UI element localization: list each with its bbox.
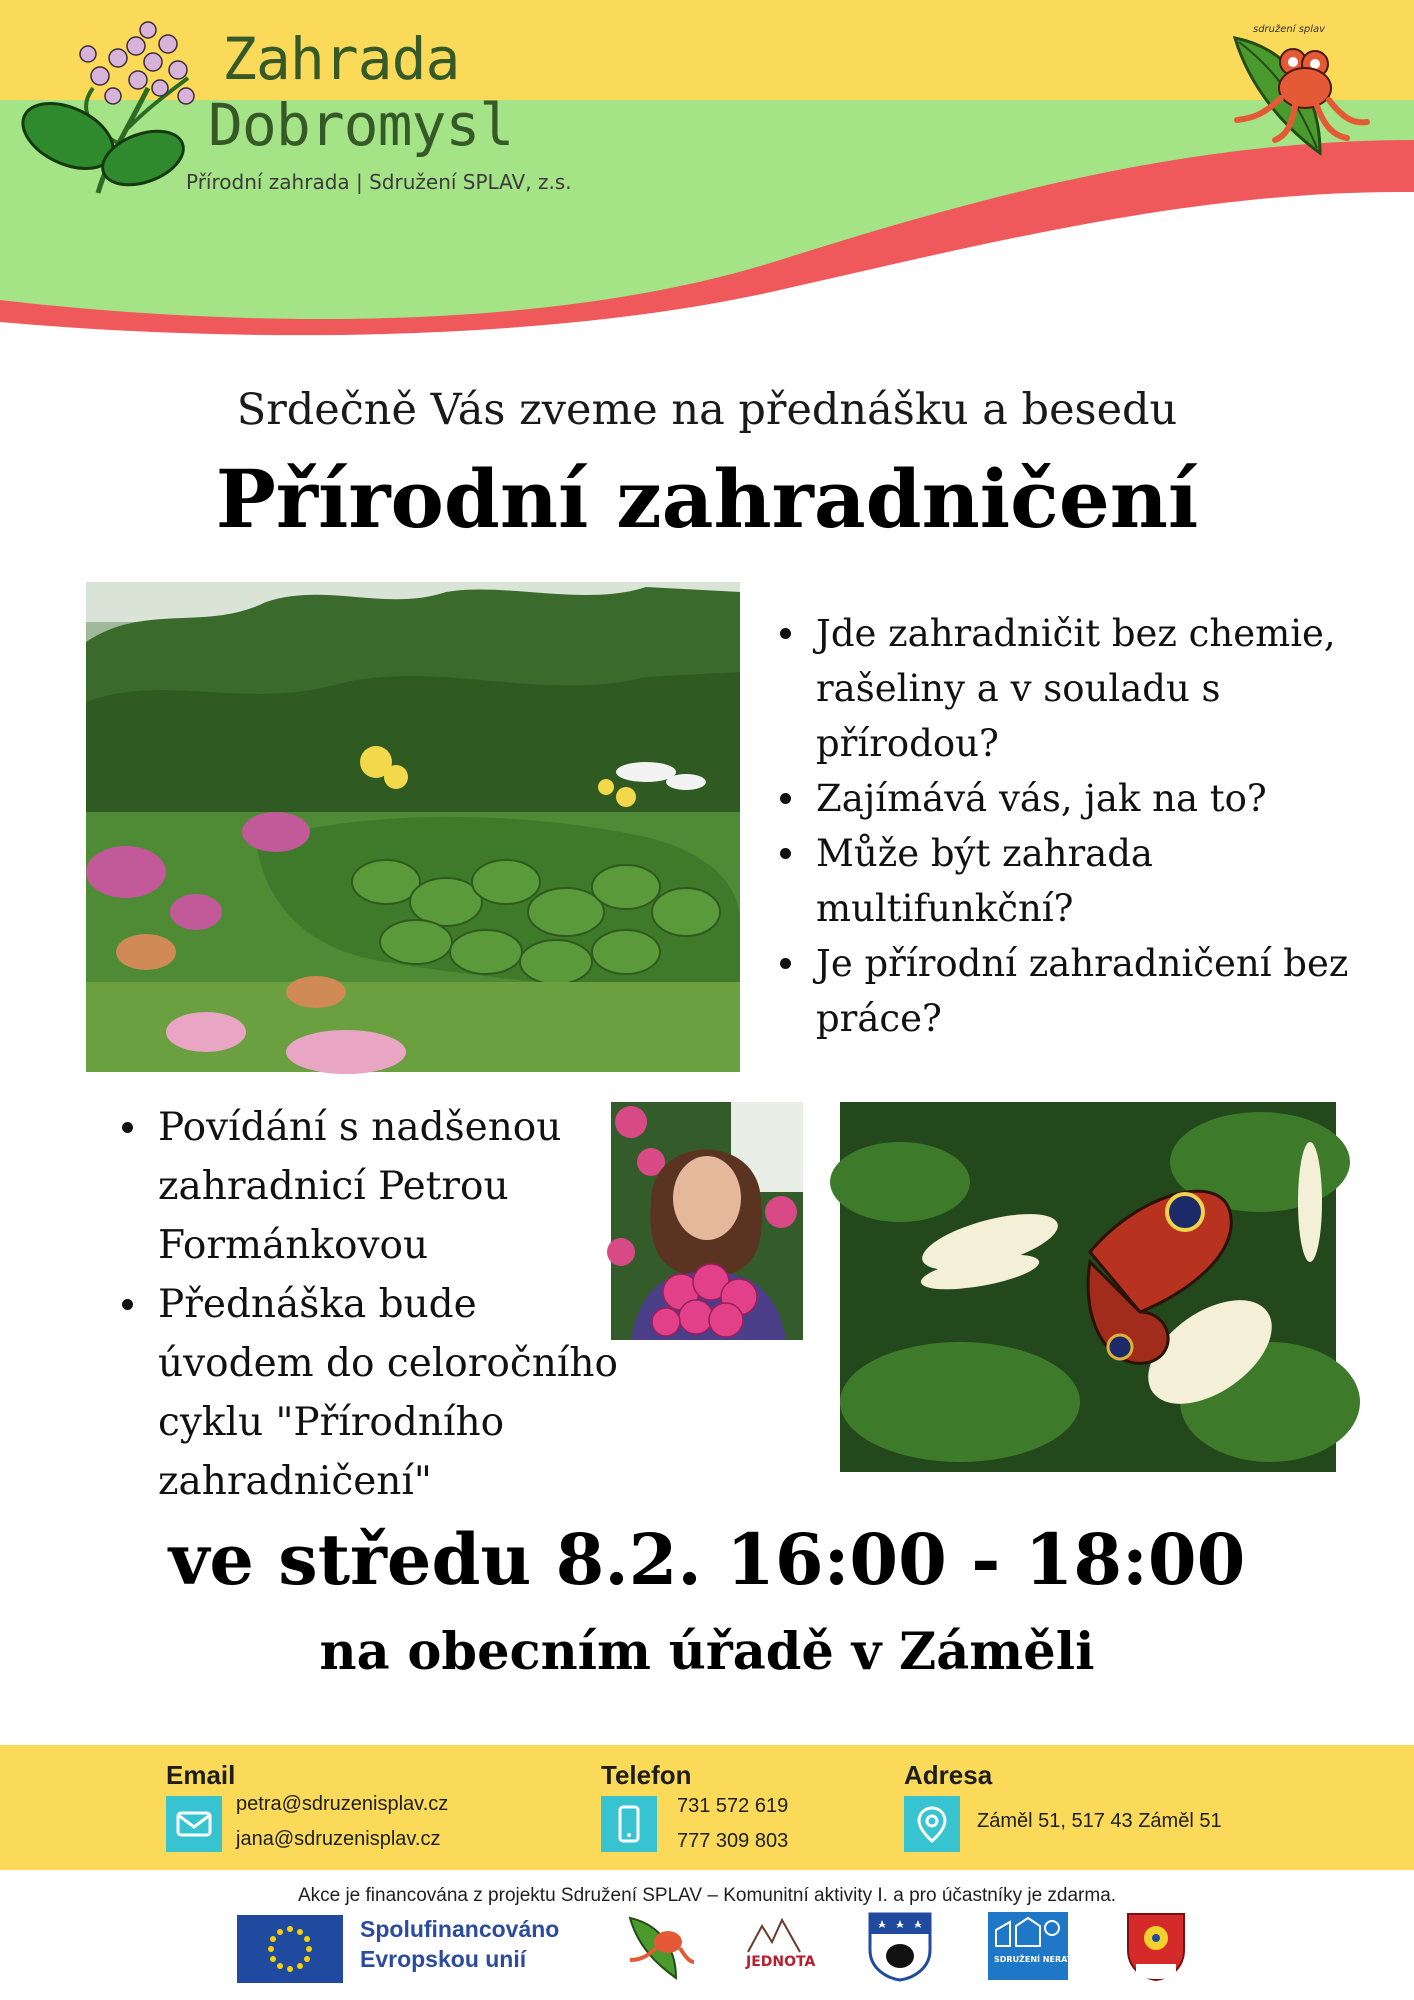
eu-line-1: Spolufinancováno bbox=[360, 1916, 560, 1942]
list-item: Přednáška bude úvodem do celoročního cyklu "Přírodního zahradničení" bbox=[116, 1275, 636, 1511]
event-title: Přírodní zahradničení bbox=[215, 452, 1199, 546]
invitation-line: Srdečně Vás zveme na přednášku a besedu bbox=[236, 385, 1178, 435]
email-label: Email bbox=[166, 1760, 236, 1790]
event-location: na obecním úřadě v Záměli bbox=[319, 1622, 1095, 1682]
phone-link[interactable]: 731 572 619 bbox=[677, 1795, 789, 1817]
question-list bbox=[774, 606, 1374, 1046]
location-pin-icon bbox=[904, 1796, 960, 1852]
list-item: Zajímává vás, jak na to? bbox=[774, 771, 1374, 826]
header-banner bbox=[0, 0, 1414, 360]
list-item: Může být zahrada multifunkční? bbox=[774, 826, 1374, 936]
neratov-text: SDRUŽENÍ NERATOV bbox=[994, 1955, 1085, 1964]
funding-note: Akce je financována z projektu Sdružení SPLAV – Komunitní aktivity I. a pro účastníky je zdarma. bbox=[297, 1885, 1117, 1906]
garden-photo bbox=[86, 582, 740, 1072]
speaker-portrait-photo bbox=[611, 1102, 803, 1340]
jednota-text: JEDNOTA bbox=[746, 1954, 816, 1970]
list-item: Jde zahradničit bez chemie, rašeliny a v souladu s přírodou? bbox=[774, 606, 1374, 771]
eu-cofinancing-text bbox=[360, 1914, 559, 1974]
phone-icon bbox=[601, 1796, 657, 1852]
municipal-crest-bear-icon bbox=[866, 1910, 934, 1982]
event-date-time: ve středu 8.2. 16:00 - 18:00 bbox=[168, 1518, 1246, 1601]
email-link[interactable]: jana@sdruzenisplav.cz bbox=[236, 1828, 441, 1850]
logo-title-line1: Zahrada bbox=[222, 25, 460, 93]
logo-title bbox=[208, 26, 513, 158]
envelope-icon bbox=[166, 1796, 222, 1852]
address-label: Adresa bbox=[904, 1760, 993, 1790]
jednota-logo-icon bbox=[738, 1912, 818, 1980]
detail-list bbox=[116, 1098, 636, 1511]
splav-frog-small-icon bbox=[624, 1912, 696, 1982]
splav-logo-text: sdružení splav bbox=[1253, 24, 1326, 35]
list-item: Povídání s nadšenou zahradnicí Petrou Formánkovou bbox=[116, 1098, 586, 1275]
list-item: Je přírodní zahradničení bez práce? bbox=[774, 936, 1374, 1046]
splav-frog-logo-icon bbox=[1225, 18, 1375, 158]
address-text: Záměl 51, 517 43 Záměl 51 bbox=[977, 1810, 1222, 1832]
eu-line-2: Evropskou unií bbox=[360, 1946, 527, 1972]
phone-link[interactable]: 777 309 803 bbox=[677, 1830, 789, 1852]
eu-flag-icon bbox=[237, 1915, 343, 1983]
logo-subtitle: Přírodní zahrada | Sdružení SPLAV, z.s. bbox=[186, 170, 572, 194]
logo-title-line2: Dobromysl bbox=[208, 91, 514, 159]
butterfly-photo bbox=[840, 1102, 1336, 1472]
flower-logo-icon bbox=[18, 18, 208, 198]
email-link[interactable]: petra@sdruzenisplav.cz bbox=[236, 1793, 449, 1815]
neratov-logo-icon bbox=[988, 1912, 1085, 1980]
phone-label: Telefon bbox=[601, 1760, 692, 1790]
municipal-crest-lion-icon bbox=[1124, 1910, 1188, 1982]
